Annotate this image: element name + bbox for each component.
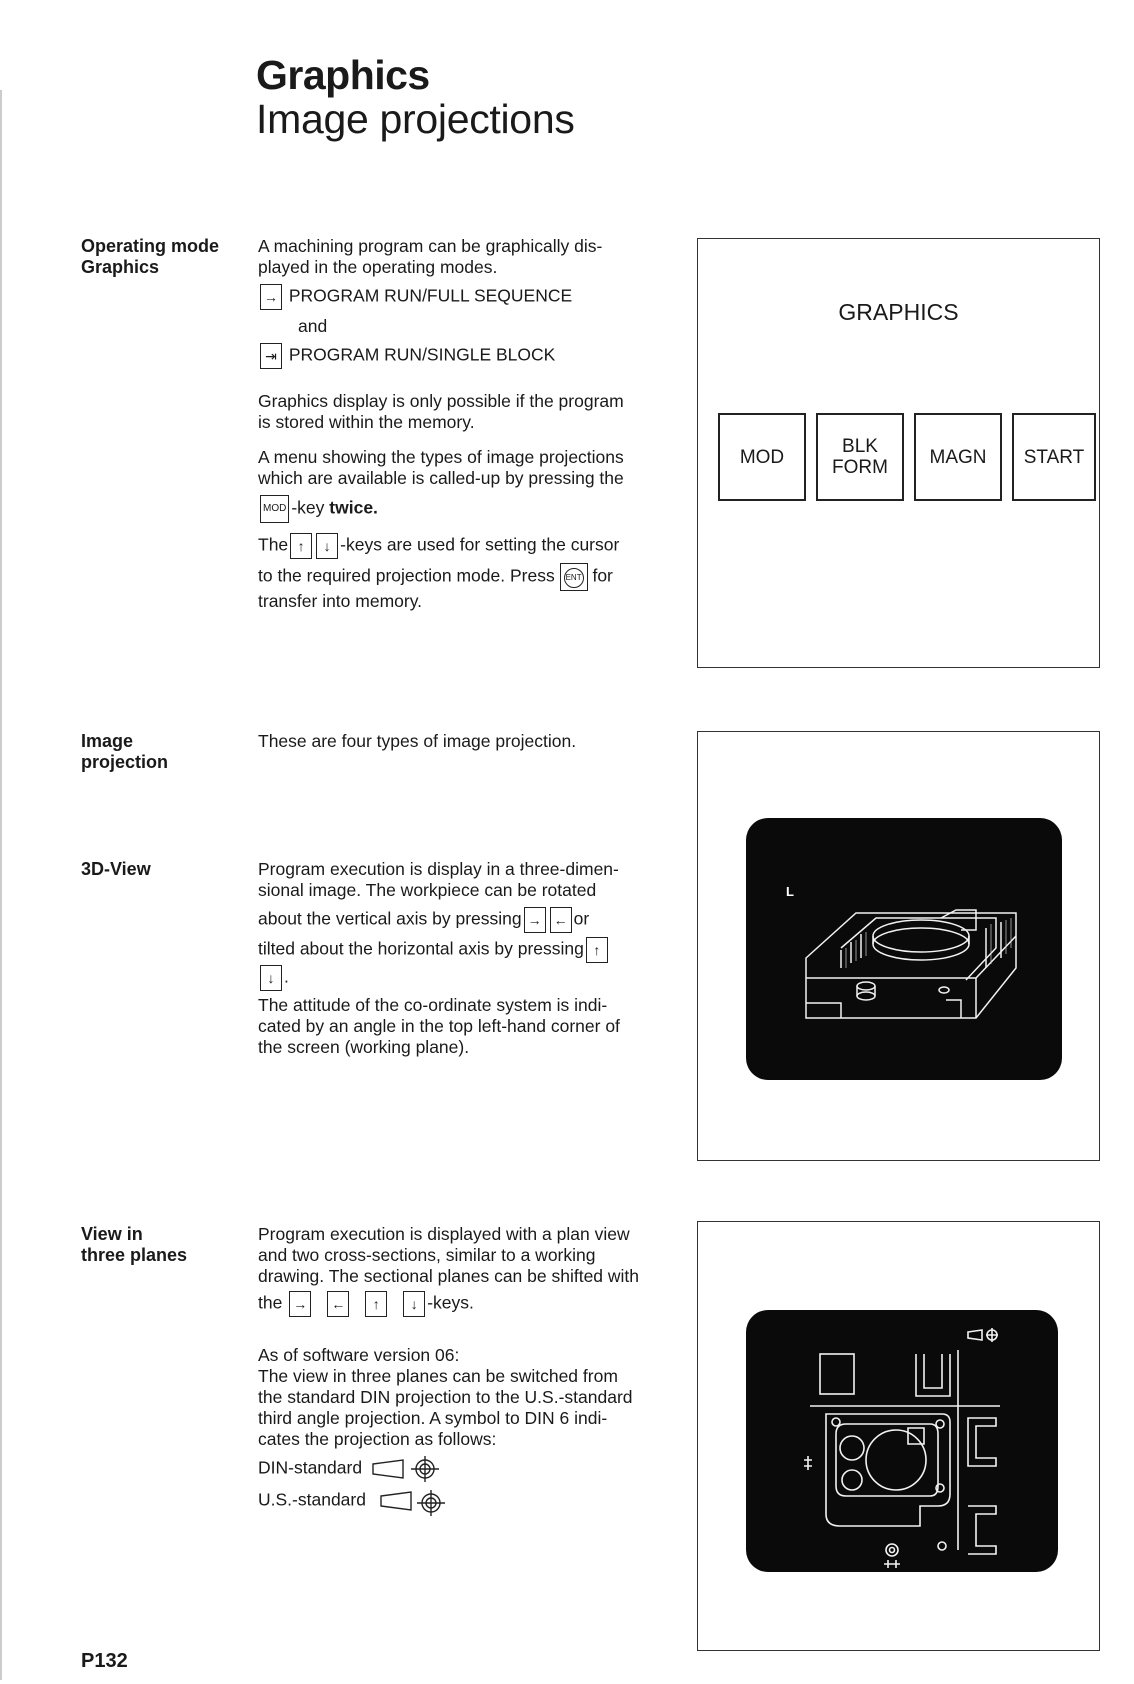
graphics-menu-title: GRAPHICS <box>838 299 959 325</box>
program-run-full-key: → <box>260 284 282 310</box>
three-planes-drawing <box>746 1310 1058 1572</box>
mod-key: MOD <box>260 495 289 523</box>
softkey-start: START <box>1012 413 1096 501</box>
down-arrow-key: ↓ <box>260 965 282 991</box>
section-heading-3d-view: 3D-View <box>81 859 151 879</box>
section-heading-three-planes: View in three planes <box>81 1224 188 1265</box>
graphics-menu-panel <box>697 238 1100 668</box>
din-projection-symbol <box>367 1456 447 1482</box>
down-arrow-key: ↓ <box>316 533 338 559</box>
three-planes-panel <box>697 1221 1100 1651</box>
section-heading-operating-mode: Operating mode Graphics <box>81 236 220 277</box>
softkey-blk-form: BLK FORM <box>816 413 904 501</box>
workpiece-3d-drawing <box>746 818 1062 1080</box>
page-subtitle: Image projections <box>256 96 575 142</box>
up-arrow-key: ↑ <box>365 1291 387 1317</box>
section-heading-image-projection: Image projection <box>81 731 169 772</box>
operating-mode-text: A machining program can be graphically dis- played in the operating modes. → PROGRAM RUN/FULL SEQUENCE and ⇥ PROGRAM RUN/SINGLE BLOCK Graphics display is only possible if the program is stored within the memory. A menu showing the types of image projections which are available is called-up by pressing the MOD -key twice. The ↑ ↓ -keys are used for setting the cursor to the required projection mode. Press ENT for transfer into memory. <box>258 236 624 611</box>
up-arrow-key: ↑ <box>290 533 312 559</box>
softkey-mod: MOD <box>718 413 806 501</box>
left-arrow-key: ← <box>327 1291 349 1317</box>
right-arrow-key: → <box>524 907 546 933</box>
three-planes-screen <box>746 1310 1058 1572</box>
ent-key: ENT <box>560 563 588 591</box>
3d-view-screen <box>746 818 1062 1080</box>
3d-view-text: Program execution is display in a three-dimen- sional image. The workpiece can be rotated about the vertical axis by pressing → ← or tilted about the horizontal axis by pressing ↑ ↓ . The attitude of the co-ordinate system is indi- cated by an angle in the top left-hand corner of the screen (working plane). <box>258 859 620 1057</box>
3d-view-panel <box>697 731 1100 1161</box>
page-number: P132 <box>81 1650 128 1672</box>
program-run-single-key: ⇥ <box>260 343 282 369</box>
image-projection-text: These are four types of image projection. <box>258 731 577 751</box>
softkey-magn: MAGN <box>914 413 1002 501</box>
page-edge <box>0 90 2 1680</box>
up-arrow-key: ↑ <box>586 937 608 963</box>
right-arrow-key: → <box>289 1291 311 1317</box>
coordinate-angle-symbol: L <box>786 884 794 899</box>
three-planes-text: Program execution is displayed with a plan view and two cross-sections, similar to a working drawing. The sectional planes can be shifted with the → ← ↑ ↓ -keys. As of software version 06: The view in three planes can be switched from the standard DIN projection to the U.S.-standard third angle projection. A symbol to DIN 6 indi- cates the projection as follows: DIN-standard U.S.-standard <box>258 1224 678 1516</box>
left-arrow-key: ← <box>550 907 572 933</box>
us-projection-symbol <box>371 1486 451 1516</box>
down-arrow-key: ↓ <box>403 1291 425 1317</box>
page-title: Graphics <box>256 52 430 98</box>
